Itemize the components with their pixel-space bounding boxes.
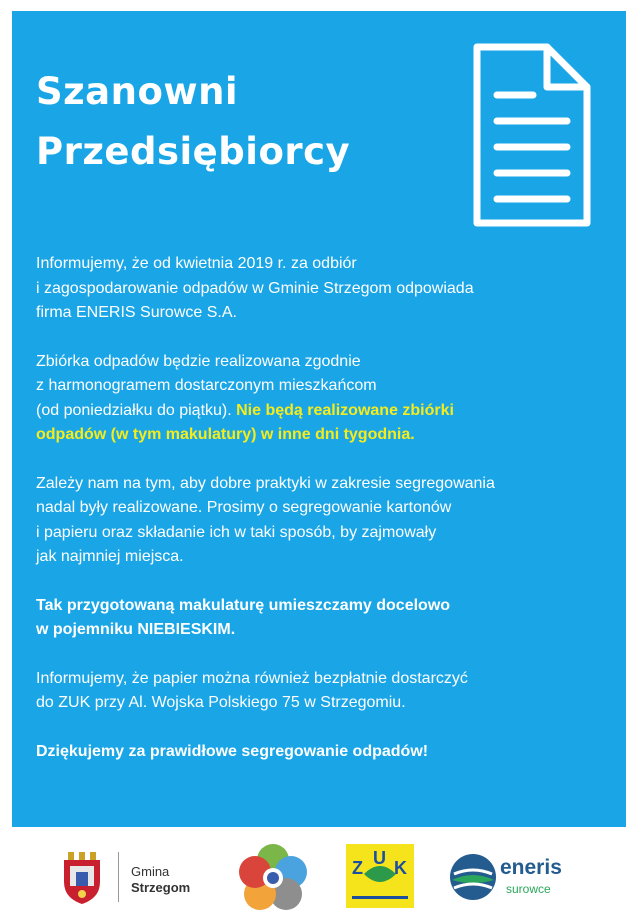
document-icon [455,33,605,233]
message-body [36,252,606,764]
page-title [36,62,350,182]
text-segment: (od poniedziałku do piątku). [36,401,237,419]
strzegom-label: Strzegom [131,880,191,895]
recycling-flower-icon [236,840,310,914]
zuk-letter-k: K [394,858,407,878]
text-line: firma ENERIS Surowce S.A. [36,304,237,321]
text-line: Zbiórka odpadów będzie realizowana zgodnie [36,352,361,370]
text-line: jak najmniej miejsca. [36,548,184,565]
text-line: nadal były realizowane. Prosimy o segregowanie kartonów [36,499,452,516]
text-line: do ZUK przy Al. Wojska Polskiego 75 w Strzegomiu. [36,694,406,711]
zuk-logo [346,844,414,908]
eneris-swirl-icon [448,852,498,902]
eneris-subtitle: surowce [506,882,551,896]
paragraph-thanks [36,740,606,765]
paragraph-blue-bin [36,594,606,643]
text-line: Informujemy, że papier można również bezpłatnie dostarczyć [36,669,468,687]
highlight-text: Nie będą realizowane zbiórki [236,401,454,419]
text-line [36,399,606,424]
text-line: Tak przygotowaną makulaturę umieszczamy docelowo [36,596,451,614]
text-line: Dziękujemy za prawidłowe segregowanie odpadów! [36,742,429,760]
footer-logos [0,830,640,919]
text-line: z harmonogramem dostarczonym mieszkańcom [36,377,377,394]
gmina-label: Gmina [131,864,170,879]
text-line: i zagospodarowanie odpadów w Gminie Strzegom odpowiada [36,279,474,297]
highlight-text: odpadów (w tym makulatury) w inne dni tygodnia. [36,426,415,443]
paragraph-operator [36,252,606,326]
gmina-strzegom-logo [131,864,190,896]
paragraph-schedule [36,350,606,448]
zuk-letter-u: U [373,848,386,868]
text-line: w pojemniku NIEBIESKIM. [36,621,236,638]
text-line: Zależy nam na tym, aby dobre praktyki w zakresie segregowania [36,474,495,492]
zuk-letter-z: Z [352,858,363,878]
text-line: Informujemy, że od kwietnia 2019 r. za odbiór [36,255,357,272]
text-line: i papieru oraz składanie ich w taki sposób, by zajmowały [36,523,437,541]
coat-of-arms-icon [60,852,104,904]
paragraph-zuk [36,667,606,716]
paragraph-practices [36,472,606,570]
title-line-2: Przedsiębiorcy [36,130,351,173]
eneris-wordmark: eneris [500,856,562,879]
title-line-1: Szanowni [36,70,239,113]
